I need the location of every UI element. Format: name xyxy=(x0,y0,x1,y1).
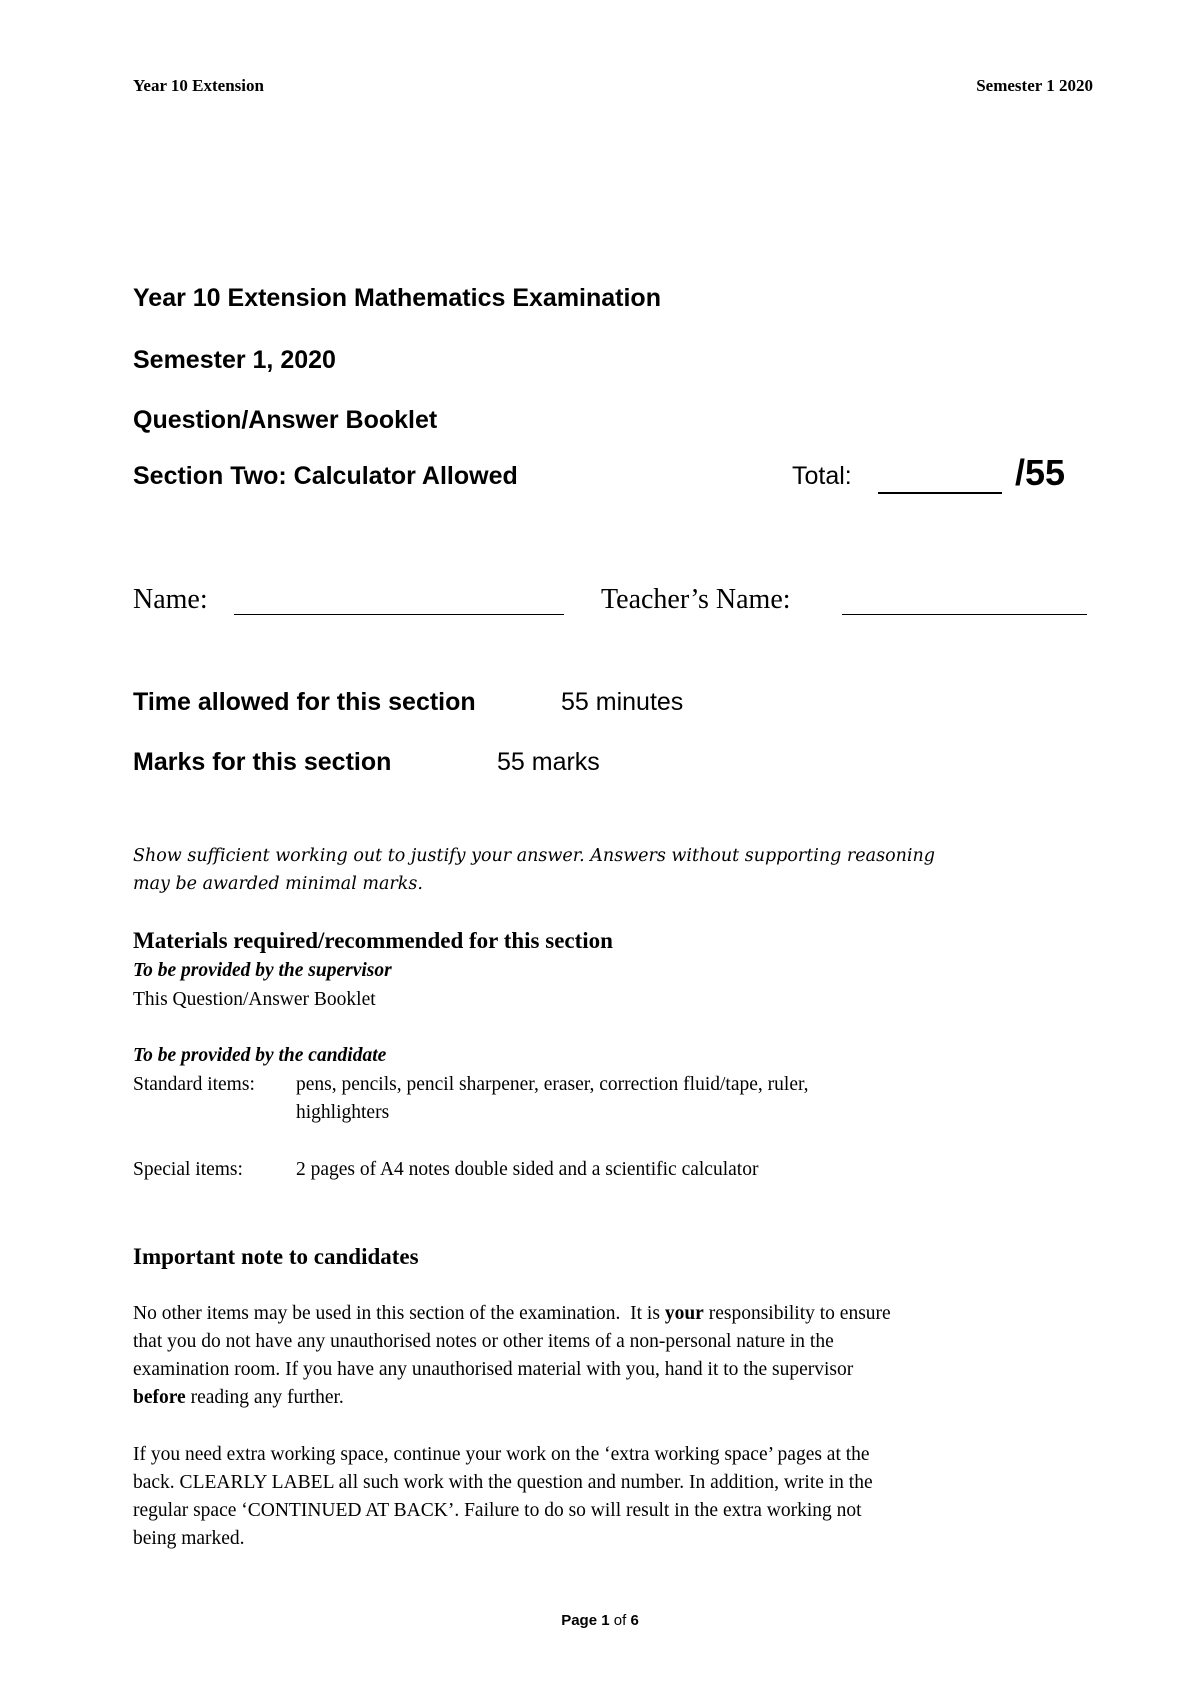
teacher-name-field[interactable] xyxy=(842,614,1087,615)
standard-items-line-2: highlighters xyxy=(296,1102,390,1123)
marks-value: 55 marks xyxy=(497,748,600,776)
name-label: Name: xyxy=(133,584,208,615)
time-allowed-label: Time allowed for this section xyxy=(133,688,476,716)
standard-items-line-1: pens, pencils, pencil sharpener, eraser, correction fluid/tape, ruler, xyxy=(296,1074,809,1095)
candidate-heading: To be provided by the candidate xyxy=(133,1045,387,1066)
marks-label: Marks for this section xyxy=(133,748,392,776)
header-left: Year 10 Extension xyxy=(133,76,264,95)
emphasis-before: before xyxy=(133,1387,186,1408)
important-paragraph-1-line-1: No other items may be used in this section of the examination. It is your responsibility to ensure xyxy=(133,1303,891,1324)
time-allowed-value: 55 minutes xyxy=(561,688,684,716)
important-paragraph-2-line-2: back. CLEARLY LABEL all such work with the question and number. In addition, write in the xyxy=(133,1472,873,1493)
page-footer xyxy=(0,1612,1200,1629)
important-heading: Important note to candidates xyxy=(133,1244,419,1269)
total-blank[interactable] xyxy=(878,492,1002,494)
header-right: Semester 1 2020 xyxy=(976,76,1093,95)
footer-page-word: Page xyxy=(561,1612,598,1629)
important-paragraph-1-line-3: examination room. If you have any unauthorised material with you, hand it to the supervisor xyxy=(133,1359,854,1380)
important-paragraph-2-line-4: being marked. xyxy=(133,1528,245,1549)
special-items: 2 pages of A4 notes double sided and a scientific calculator xyxy=(296,1159,759,1180)
important-paragraph-2-line-1: If you need extra working space, continue your work on the ‘extra working space’ pages at the xyxy=(133,1444,870,1465)
standard-items-label: Standard items: xyxy=(133,1074,255,1095)
instruction-line-1: Show sufficient working out to justify your answer. Answers without supporting reasoning xyxy=(133,846,935,866)
important-paragraph-2-line-3: regular space ‘CONTINUED AT BACK’. Failure to do so will result in the extra working not xyxy=(133,1500,862,1521)
exam-title: Year 10 Extension Mathematics Examination xyxy=(133,284,661,312)
emphasis-your: your xyxy=(664,1303,704,1324)
semester-line: Semester 1, 2020 xyxy=(133,346,336,374)
supervisor-heading: To be provided by the supervisor xyxy=(133,960,392,981)
important-paragraph-1-line-2: that you do not have any unauthorised notes or other items of a non-personal nature in the xyxy=(133,1331,834,1352)
footer-page-number: 1 xyxy=(601,1612,610,1629)
special-items-label: Special items: xyxy=(133,1159,243,1180)
name-field[interactable] xyxy=(234,614,564,615)
footer-of-word: of xyxy=(613,1612,627,1629)
footer-page-total: 6 xyxy=(630,1612,639,1629)
total-label: Total: xyxy=(792,462,852,490)
supervisor-item: This Question/Answer Booklet xyxy=(133,989,376,1010)
booklet-line: Question/Answer Booklet xyxy=(133,406,438,434)
important-paragraph-1-line-4: before reading any further. xyxy=(133,1387,344,1408)
materials-heading: Materials required/recommended for this section xyxy=(133,928,613,953)
instruction-line-2: may be awarded minimal marks. xyxy=(133,874,423,894)
section-line: Section Two: Calculator Allowed xyxy=(133,462,518,490)
total-max: /55 xyxy=(1015,452,1066,493)
teacher-name-label: Teacher’s Name: xyxy=(601,584,791,615)
